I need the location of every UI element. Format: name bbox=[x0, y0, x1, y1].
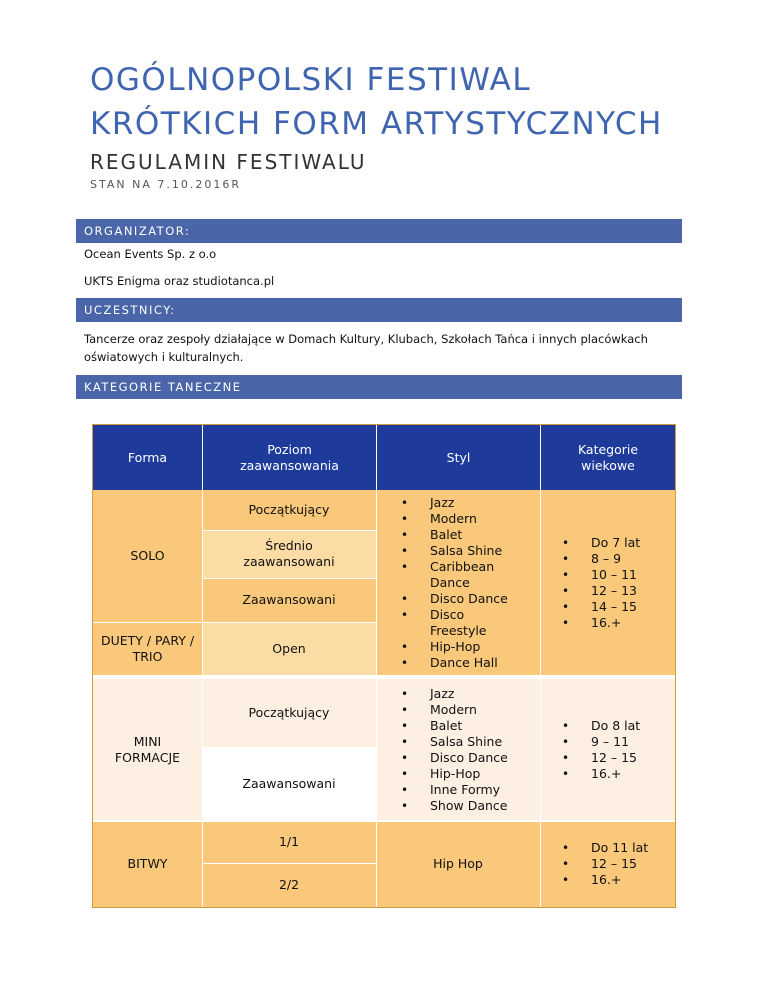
style-item: • Hip-Hop bbox=[401, 639, 516, 655]
style-item: • Salsa Shine bbox=[401, 543, 516, 559]
participants-text: Tancerze oraz zespoły działające w Domach Kultury, Klubach, Szkołach Tańca i innych placówkach oświatowych i kulturalnych. bbox=[84, 332, 648, 364]
grid-line bbox=[376, 490, 377, 907]
grid-line bbox=[202, 490, 203, 907]
header-forma: Forma bbox=[93, 425, 202, 490]
style-item: • Modern bbox=[401, 702, 516, 718]
grid-line bbox=[202, 863, 376, 864]
style-item: • Balet bbox=[401, 527, 516, 543]
age-item: • 16.+ bbox=[562, 615, 640, 631]
style-item: • Jazz bbox=[401, 686, 516, 702]
organizer-line1: Ocean Events Sp. z o.o bbox=[84, 247, 217, 261]
age-item: • 9 – 11 bbox=[562, 734, 640, 750]
age-item: • Do 11 lat bbox=[562, 840, 648, 856]
grid-line bbox=[202, 578, 376, 579]
forma-mini-formacje: MINI FORMACJE bbox=[93, 679, 202, 820]
age-item: • 10 – 11 bbox=[562, 567, 640, 583]
styles-group1 bbox=[376, 490, 540, 675]
style-item: • Jazz bbox=[401, 495, 516, 511]
styles-group2 bbox=[376, 679, 540, 820]
categories-table bbox=[92, 424, 676, 908]
forma-solo: SOLO bbox=[130, 548, 165, 563]
age-item: • 14 – 15 bbox=[562, 599, 640, 615]
level-zaawansowani-2: Zaawansowani bbox=[202, 747, 376, 820]
subtitle: REGULAMIN FESTIWALU bbox=[90, 150, 367, 174]
level-srednio: Średnio zaawansowani bbox=[202, 530, 376, 578]
level-zaawansowani-1: Zaawansowani bbox=[242, 592, 336, 607]
section-organizer: ORGANIZATOR: bbox=[76, 219, 682, 243]
grid-line bbox=[202, 530, 376, 531]
style-item: Hip Hop bbox=[433, 855, 483, 871]
style-item: • Disco Freestyle bbox=[401, 607, 516, 639]
ages-group1 bbox=[540, 490, 675, 675]
grid-line bbox=[93, 675, 675, 679]
age-item: • 16.+ bbox=[562, 766, 640, 782]
age-item: • 8 – 9 bbox=[562, 551, 640, 567]
styles-group3 bbox=[376, 820, 540, 907]
date-line: STAN NA 7.10.2016R bbox=[90, 178, 241, 191]
section-participants: UCZESTNICY: bbox=[76, 298, 682, 322]
style-item: • Salsa Shine bbox=[401, 734, 516, 750]
style-item: • Caribbean Dance bbox=[401, 559, 516, 591]
level-open: Open bbox=[202, 622, 376, 675]
forma-duety: DUETY / PARY / TRIO bbox=[100, 632, 195, 664]
level-1-1: 1/1 bbox=[278, 833, 300, 849]
style-item: • Inne Formy bbox=[401, 782, 516, 798]
organizer-line2: UKTS Enigma oraz studiotanca.pl bbox=[84, 274, 275, 288]
header-styl: Styl bbox=[376, 425, 540, 490]
header-kategorie: Kategorie wiekowe bbox=[540, 425, 675, 490]
style-item: • Dance Hall bbox=[401, 655, 516, 671]
ages-group2 bbox=[540, 679, 675, 820]
title-line1: OGÓLNOPOLSKI FESTIWAL bbox=[90, 62, 532, 98]
age-item: • Do 8 lat bbox=[562, 718, 640, 734]
header-poziom: Poziom zaawansowania bbox=[202, 425, 376, 490]
age-item: • 16.+ bbox=[562, 872, 648, 888]
grid-line bbox=[540, 490, 541, 907]
style-item: • Disco Dance bbox=[401, 750, 516, 766]
title-line2: KRÓTKICH FORM ARTYSTYCZNYCH bbox=[90, 106, 663, 142]
style-item: • Show Dance bbox=[401, 798, 516, 814]
style-item: • Hip-Hop bbox=[401, 766, 516, 782]
grid-line bbox=[93, 820, 675, 822]
level-poczatkujacy-1: Początkujący bbox=[248, 502, 330, 517]
level-2-2: 2/2 bbox=[278, 877, 300, 892]
ages-group3 bbox=[540, 820, 675, 907]
age-item: • 12 – 15 bbox=[562, 750, 640, 766]
age-item: • 12 – 15 bbox=[562, 856, 648, 872]
style-item: • Modern bbox=[401, 511, 516, 527]
section-categories: KATEGORIE TANECZNE bbox=[76, 375, 682, 399]
forma-bitwy: BITWY bbox=[127, 855, 168, 871]
style-item: • Balet bbox=[401, 718, 516, 734]
level-poczatkujacy-2: Początkujący bbox=[202, 679, 376, 747]
age-item: • 12 – 13 bbox=[562, 583, 640, 599]
age-item: • Do 7 lat bbox=[562, 535, 640, 551]
style-item: • Disco Dance bbox=[401, 591, 516, 607]
grid-line bbox=[93, 622, 376, 623]
